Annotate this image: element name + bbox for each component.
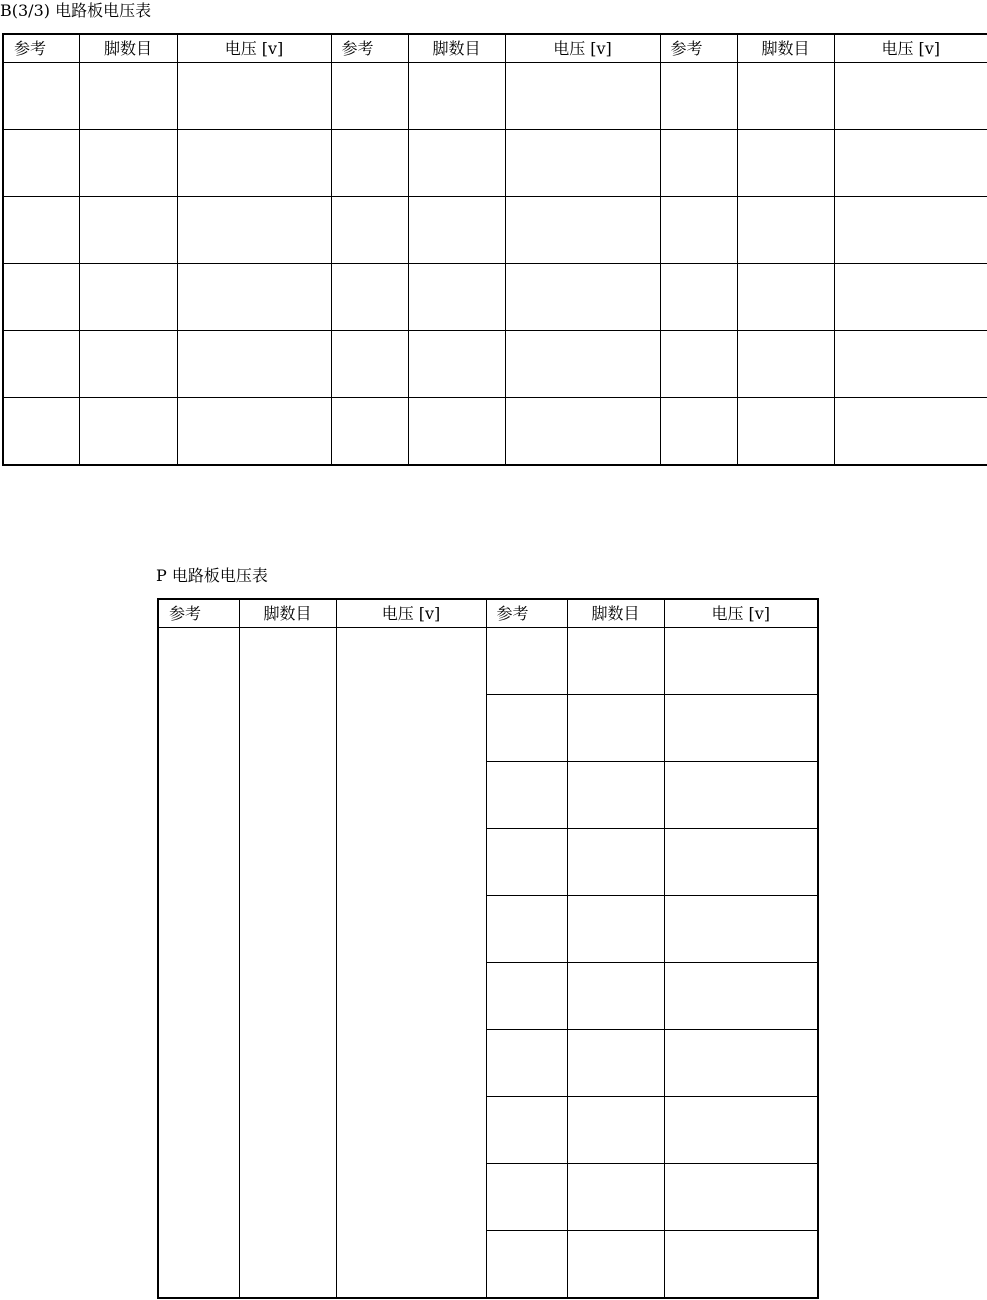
table-cell[interactable] [737,197,834,264]
table-cell[interactable] [664,1231,818,1299]
table-cell[interactable] [567,963,664,1030]
table-cell[interactable] [3,130,79,197]
header-reference: 参考 [660,34,737,63]
table-cell[interactable] [177,331,331,398]
table-cell[interactable] [486,1030,567,1097]
table-cell[interactable] [3,197,79,264]
header-reference: 参考 [158,599,239,628]
table-row [3,197,987,264]
table-cell[interactable] [567,829,664,896]
table-cell[interactable] [177,398,331,466]
table-cell[interactable] [660,264,737,331]
table-row [3,398,987,466]
table-cell[interactable] [660,63,737,130]
table-cell[interactable] [79,130,177,197]
table-cell[interactable] [408,197,505,264]
table-cell[interactable] [505,264,660,331]
table-cell[interactable] [486,628,567,695]
table-cell[interactable] [834,197,987,264]
board-p-voltage-table [157,598,819,1299]
table-cell[interactable] [505,398,660,466]
table-cell[interactable] [331,331,408,398]
table-cell[interactable] [177,63,331,130]
header-voltage: 电压 [v] [177,34,331,63]
table-cell[interactable] [177,197,331,264]
table-cell[interactable] [834,331,987,398]
table-cell[interactable] [567,1231,664,1299]
board-b-caption: B(3/3) 电路板电压表 [0,1,152,20]
table-cell[interactable] [567,1164,664,1231]
table-cell[interactable] [486,1097,567,1164]
table-cell[interactable] [664,762,818,829]
table-cell[interactable] [331,264,408,331]
table-cell[interactable] [737,130,834,197]
header-pin-number: 脚数目 [79,34,177,63]
table-cell[interactable] [3,331,79,398]
table-cell[interactable] [331,197,408,264]
header-reference: 参考 [3,34,79,63]
table-cell[interactable] [408,264,505,331]
table-cell[interactable] [505,197,660,264]
table-cell[interactable] [79,63,177,130]
table-cell[interactable] [834,130,987,197]
table-cell[interactable] [79,331,177,398]
table-row [3,130,987,197]
table-row [3,331,987,398]
table-cell[interactable] [79,197,177,264]
table-cell[interactable] [505,63,660,130]
table-cell[interactable] [834,398,987,466]
table-cell[interactable] [408,331,505,398]
table-cell[interactable] [664,1164,818,1231]
merged-table-cell[interactable] [239,628,336,1299]
table-cell[interactable] [486,829,567,896]
table-cell[interactable] [664,829,818,896]
table-cell[interactable] [486,695,567,762]
header-reference: 参考 [331,34,408,63]
table-cell[interactable] [505,130,660,197]
table-cell[interactable] [664,628,818,695]
table-cell[interactable] [660,130,737,197]
table-cell[interactable] [737,264,834,331]
table-cell[interactable] [664,896,818,963]
board-p-table-body [158,628,818,1299]
table-cell[interactable] [567,628,664,695]
table-cell[interactable] [567,695,664,762]
table-row [3,63,987,130]
board-b-table-body [3,63,987,466]
table-cell[interactable] [408,130,505,197]
merged-table-cell[interactable] [336,628,486,1299]
table-cell[interactable] [486,896,567,963]
board-b-header-row [3,34,987,63]
header-pin-number: 脚数目 [737,34,834,63]
board-p-header-row [158,599,818,628]
table-cell[interactable] [486,762,567,829]
table-cell[interactable] [664,695,818,762]
table-cell[interactable] [331,63,408,130]
header-pin-number: 脚数目 [408,34,505,63]
table-cell[interactable] [567,896,664,963]
header-reference: 参考 [486,599,567,628]
table-cell[interactable] [664,1030,818,1097]
table-cell[interactable] [3,63,79,130]
table-cell[interactable] [486,1231,567,1299]
table-cell[interactable] [664,963,818,1030]
table-cell[interactable] [79,264,177,331]
table-cell[interactable] [834,264,987,331]
table-cell[interactable] [486,963,567,1030]
table-cell[interactable] [177,264,331,331]
board-p-caption: P 电路板电压表 [156,566,268,585]
table-cell[interactable] [737,398,834,466]
table-cell[interactable] [660,398,737,466]
table-cell[interactable] [3,398,79,466]
table-cell[interactable] [567,1030,664,1097]
header-voltage: 电压 [v] [834,34,987,63]
table-cell[interactable] [567,762,664,829]
table-cell[interactable] [834,63,987,130]
table-cell[interactable] [567,1097,664,1164]
board-b-voltage-table [2,33,987,466]
table-cell[interactable] [177,130,331,197]
header-voltage: 电压 [v] [505,34,660,63]
table-cell[interactable] [79,398,177,466]
table-cell[interactable] [486,1164,567,1231]
table-row [158,628,818,695]
table-cell[interactable] [505,331,660,398]
merged-table-cell[interactable] [158,628,239,1299]
table-cell[interactable] [660,331,737,398]
table-row [3,264,987,331]
table-cell[interactable] [664,1097,818,1164]
table-cell[interactable] [660,197,737,264]
table-cell[interactable] [737,63,834,130]
header-voltage: 电压 [v] [664,599,818,628]
table-cell[interactable] [3,264,79,331]
table-cell[interactable] [408,398,505,466]
table-cell[interactable] [408,63,505,130]
header-pin-number: 脚数目 [239,599,336,628]
table-cell[interactable] [737,331,834,398]
table-cell[interactable] [331,398,408,466]
header-pin-number: 脚数目 [567,599,664,628]
header-voltage: 电压 [v] [336,599,486,628]
table-cell[interactable] [331,130,408,197]
